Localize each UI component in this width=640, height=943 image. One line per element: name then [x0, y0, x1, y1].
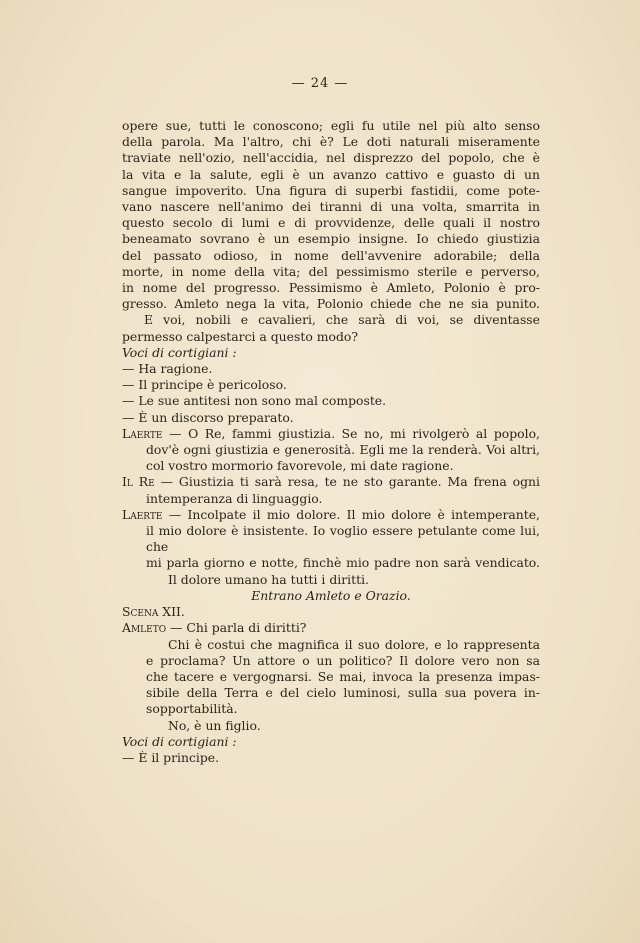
paragraph-nobili [122, 312, 540, 344]
text-line: gresso. Amleto nega la vita, Polonio chiede che ne sia punito. [122, 296, 540, 312]
speaker-name: Il Re [122, 474, 155, 490]
text-line: del passato odioso, in nome dell'avvenire adorabile; della [122, 247, 540, 263]
page-number: — 24 — [291, 76, 349, 91]
voci-lines [122, 750, 540, 766]
paragraph-polonio [122, 118, 540, 312]
speech-amleto [122, 620, 540, 733]
text-line: traviate nell'ozio, nell'accidia, nel disprezzo del popolo, che è [122, 150, 540, 166]
text-line: il mio dolore è insistente. Io voglio essere petulante come lui, che [146, 523, 540, 555]
text-line: in nome del progresso. Pessimismo è Amleto, Polonio è pro- [122, 280, 540, 296]
text-line: intemperanza di linguaggio. [146, 490, 323, 506]
voci-label: Voci di cortigiani : [122, 344, 237, 360]
speech-laerte [122, 426, 540, 475]
text-line: morte, in nome della vita; del pessimismo sterile e perverso, [122, 263, 540, 279]
text-line: E voi, nobili e cavalieri, che sarà di voi, se diventasse [144, 312, 540, 328]
text-line: col vostro mormorio favorevole, mi date ragione. [146, 458, 454, 474]
text-line: sopportabilità. [146, 701, 238, 717]
text-line: mi parla giorno e notte, finchè mio padre non sarà vendicato. [146, 555, 540, 571]
page-text [122, 118, 540, 766]
text-line: sangue impoverito. Una figura di superbi fastidii, come pote- [122, 182, 540, 198]
text-line: Il dolore umano ha tutti i diritti. [168, 571, 369, 587]
text-line: opere sue, tutti le conoscono; egli fu utile nel più alto senso [122, 118, 540, 133]
text-line: — Le sue antitesi non sono mal composte. [122, 393, 387, 409]
text-line: Chi è costui che magnifica il suo dolore, e lo rappresenta [168, 636, 540, 652]
text-line: — Incolpate il mio dolore. Il mio dolore è intemperante, [168, 506, 540, 522]
speech-re [122, 474, 540, 506]
text-line: la vita e la salute, egli è un avanzo cattivo e guasto di un [122, 166, 540, 182]
text-line: — È il principe. [122, 749, 220, 765]
text-line: — È un discorso preparato. [122, 409, 294, 425]
speaker-name: Laerte [122, 506, 163, 522]
speaker-name: Amleto [122, 620, 167, 636]
text-line: che tacere e vergognarsi. Se mai, invoca la presenza impas- [146, 668, 540, 684]
text-line: — Giustizia ti sarà resa, te ne sto garante. Ma frena ogni [160, 474, 540, 490]
text-line: vano nascere nell'animo dei tiranni di una volta, smarrita in [122, 199, 540, 215]
text-line: e proclama? Un attore o un politico? Il dolore vero non sa [146, 652, 540, 668]
scene-heading: Scena XII. [122, 604, 185, 620]
text-line: — Ha ragione. [122, 361, 213, 377]
speaker-name: Laerte [122, 425, 163, 441]
text-line: beneamato sovrano è un esempio insigne. Io chiedo giustizia [122, 231, 540, 247]
speech-laerte-2 [122, 507, 540, 588]
voci-label: Voci di cortigiani : [122, 733, 237, 749]
text-line: della parola. Ma l'altro, chi è? Le doti naturali miseramente [122, 134, 540, 150]
text-line: — O Re, fammi giustizia. Se no, mi rivolgerò al popolo, [169, 425, 540, 441]
text-line: — Chi parla di diritti? [170, 620, 307, 636]
text-line: permesso calpestarci a questo modo? [122, 328, 358, 344]
text-line: questo secolo di lumi e di provvidenze, delle quali il nostro [122, 215, 540, 231]
stage-direction: Entrano Amleto e Orazio. [251, 587, 411, 603]
voci-lines [122, 361, 540, 426]
text-line: — Il principe è pericoloso. [122, 377, 287, 393]
text-line: dov'è ogni giustizia e generosità. Egli me la renderà. Voi altri, [146, 442, 540, 458]
text-line: sibile della Terra e del cielo luminosi, sulla sua povera in- [146, 685, 540, 701]
text-line: No, è un figlio. [168, 717, 261, 733]
